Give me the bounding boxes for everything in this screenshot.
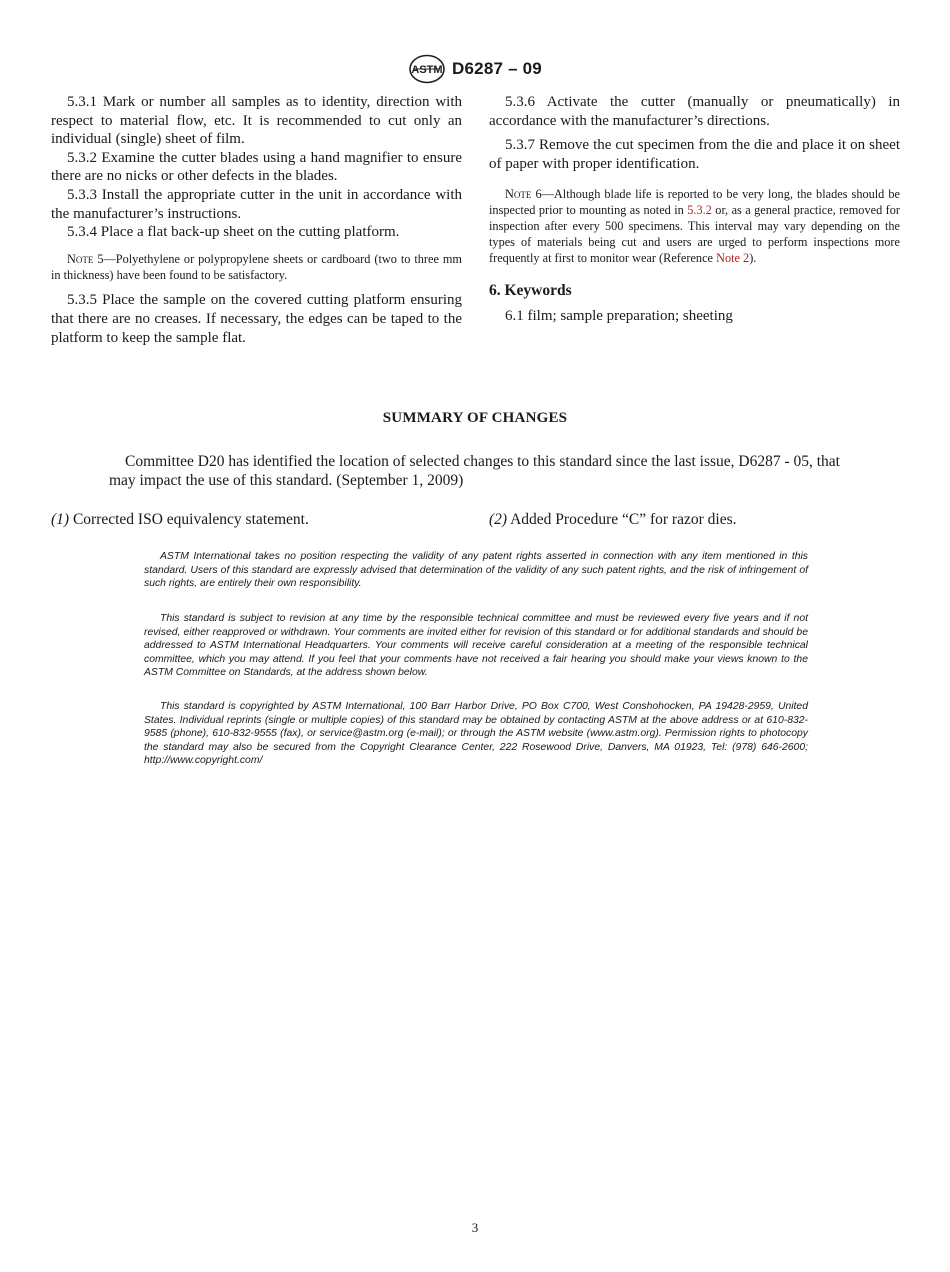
note-6-text-a: 6—Although blade life is reported to be very long, the blades should be inspected prior to mounting as noted in: [489, 187, 900, 218]
section-5-3-4: 5.3.4 Place a flat back-up sheet on the cutting platform.: [67, 224, 400, 241]
note-6-text-c: ).: [749, 250, 757, 265]
keywords-heading: 6. Keywords: [489, 282, 572, 300]
copyright-notice: This standard is copyrighted by ASTM International, 100 Barr Harbor Drive, PO Box C700, West Conshohocken, PA 19428-2959, United States. Individual reprints (single or multiple copies) of this standard may be obtained by contacting ASTM at the above address or at 610-832-9585 (phone), 610-832-9555 (fax), or service@astm.org (e-mail); or through the ASTM website (www.astm.org). Permission rights to photocopy the standard may also be secured from the Copyright Clearance Center, 222 Rosewood Drive, Danvers, MA 01923, Tel: (978) 646-2600; http://www.copyright.com/: [144, 701, 808, 767]
svg-text:ASTM: ASTM: [411, 64, 443, 76]
patent-disclaimer: ASTM International takes no position respecting the validity of any patent rights asserted in connection with any item mentioned in this standard. Users of this standard are expressly advised that determination of the validity of any such patent rights, and the risk of infringement of such rights, are entirely their own responsibility.: [144, 551, 808, 590]
note-6-text-b: or, as a general practice, removed for inspection after every 500 specimens. This interval may vary depending on the types of materials being cut and users are urged to perform inspections more frequently at first to monitor wear (Reference: [489, 203, 900, 265]
change-1-number: (1): [51, 511, 70, 528]
note-5: [51, 252, 462, 284]
section-5-3-3: 5.3.3 Install the appropriate cutter in the unit in accordance with the manufacturer’s instructions.: [51, 186, 462, 222]
link-5-3-2[interactable]: 5.3.2: [687, 203, 712, 218]
link-note-2[interactable]: Note 2: [716, 250, 750, 265]
page-header: [0, 54, 950, 84]
section-5-3-6: 5.3.6 Activate the cutter (manually or pneumatically) in accordance with the manufacturer’s directions.: [489, 94, 900, 129]
section-5-3-5: 5.3.5 Place the sample on the covered cutting platform ensuring that there are no creases. If necessary, the edges can be taped to the platform to keep the sample flat.: [51, 292, 462, 346]
change-1-text: Corrected ISO equivalency statement.: [69, 511, 309, 528]
change-item-2: [489, 511, 736, 529]
document-id: D6287 – 09: [452, 59, 542, 78]
note-5-label: Note: [67, 251, 94, 266]
note-6-label: Note: [505, 187, 532, 202]
keywords-text: 6.1 film; sample preparation; sheeting: [505, 307, 733, 324]
summary-text: Committee D20 has identified the location of selected changes to this standard since the last issue, D6287 - 05, that may impact the use of this standard. (September 1, 2009): [109, 453, 840, 489]
note-6: [489, 187, 900, 266]
page-number: 3: [471, 1220, 479, 1235]
note-5-text: 5—Polyethylene or polypropylene sheets or cardboard (two to three mm in thickness) have been found to be satisfactory.: [51, 251, 462, 282]
section-5-3-7: 5.3.7 Remove the cut specimen from the die and place it on sheet of paper with proper identification.: [489, 137, 900, 172]
change-2-number: (2): [489, 511, 508, 528]
left-column: [51, 93, 462, 347]
revision-notice: This standard is subject to revision at any time by the responsible technical committee and must be reviewed every five years and if not revised, either reapproved or withdrawn. Your comments are invited either for revision of this standard or for additional standards and should be addressed to ASTM International Headquarters. Your comments will receive careful consideration at a meeting of the responsible technical committee, which you may attend. If you feel that your comments have not received a fair hearing you should make your views known to the ASTM Committee on Standards, at the address shown below.: [144, 613, 808, 679]
right-column: [489, 93, 900, 326]
astm-logo-icon: [408, 54, 446, 84]
change-2-text: Added Procedure “C” for razor dies.: [507, 511, 737, 528]
section-5-3-1: 5.3.1 Mark or number all samples as to identity, direction with respect to material flow, etc. It is recommended to cut only an individual (single) sheet of film.: [51, 94, 462, 148]
summary-of-changes-title: SUMMARY OF CHANGES: [382, 410, 568, 426]
section-5-3-2: 5.3.2 Examine the cutter blades using a hand magnifier to ensure there are no nicks or other defects in the blades.: [51, 149, 462, 185]
change-item-1: [51, 511, 309, 529]
